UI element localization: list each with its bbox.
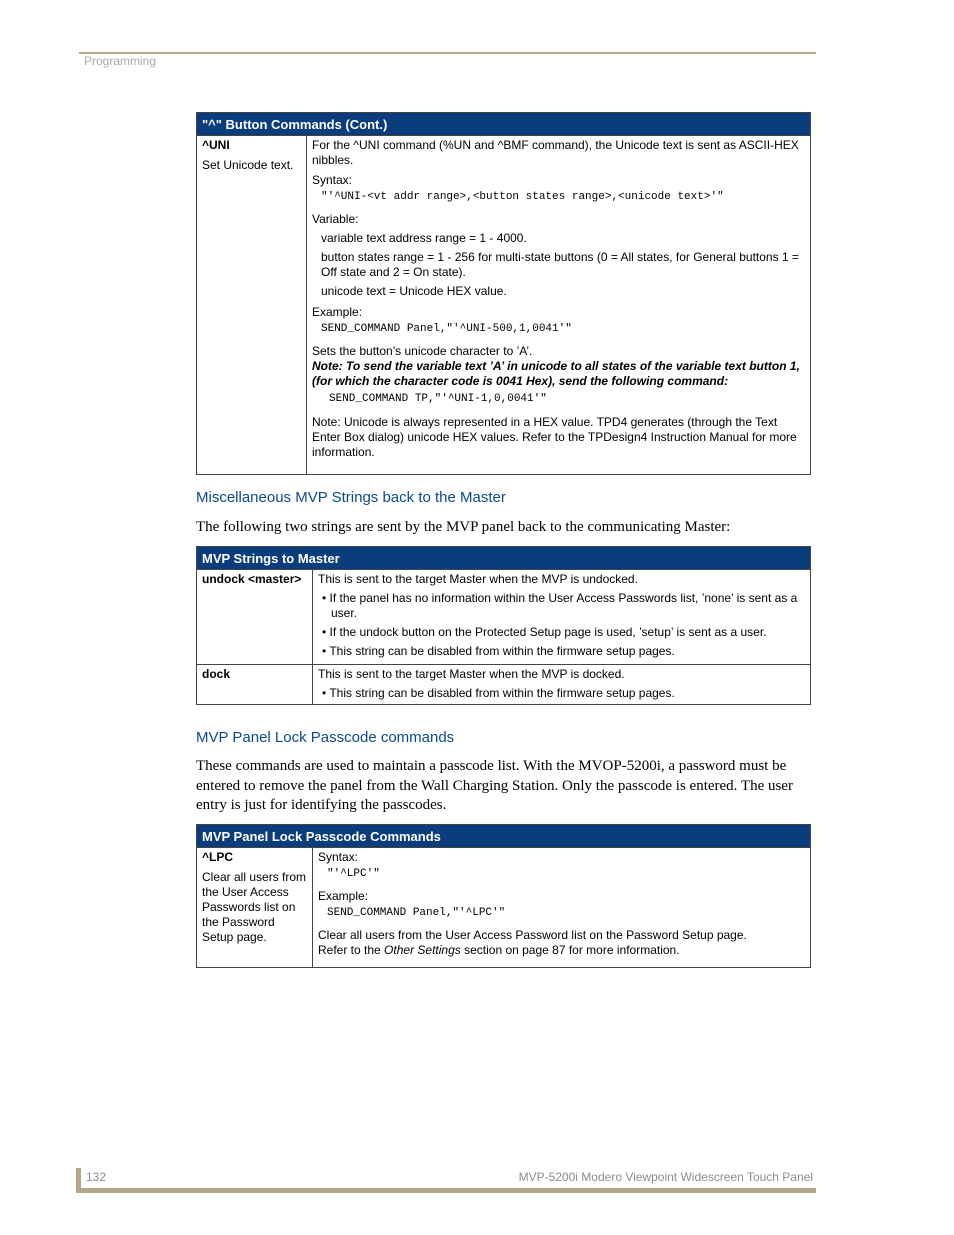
- intro-text: For the ^UNI command (%UN and ^BMF command), the Unicode text is sent as ASCII-HEX nibbles.: [312, 138, 799, 167]
- table-row: [197, 848, 811, 968]
- command-name: ^UNI: [202, 138, 230, 152]
- table-title: MVP Panel Lock Passcode Commands: [197, 825, 811, 848]
- command-name: ^LPC: [202, 850, 234, 864]
- running-head: Programming: [84, 54, 157, 68]
- table-row: [197, 570, 811, 665]
- body-paragraph: The following two strings are sent by the MVP panel back to the communicating Master:: [196, 519, 731, 535]
- row-desc: This is sent to the target Master when the MVP is undocked.: [318, 572, 638, 586]
- body-paragraph: These commands are used to maintain a passcode list. With the MVOP-5200i, a password must be entered to remove the panel from the Wall Charging Station. Only the passcode is entered. The user entry is just for identifying the passcodes.: [196, 758, 793, 813]
- variable-item: variable text address range = 1 - 4000.: [321, 231, 527, 245]
- refer-text: Refer to the Other Settings section on page 87 for more information.: [318, 943, 680, 957]
- mvp-strings-table: [196, 546, 811, 705]
- table-row: [197, 665, 811, 705]
- table-title: MVP Strings to Master: [197, 547, 811, 570]
- command-name: undock <master>: [202, 572, 302, 586]
- page-number: 132: [86, 1170, 107, 1184]
- bullet-item: • This string can be disabled from within the firmware setup pages.: [322, 644, 675, 658]
- command-name: dock: [202, 667, 231, 681]
- example-desc: Sets the button’s unicode character to ’A’.: [312, 344, 533, 358]
- row-desc: This is sent to the target Master when the MVP is docked.: [318, 667, 625, 681]
- syntax-label: Syntax:: [312, 173, 353, 187]
- note-text: Note: Unicode is always represented in a HEX value. TPD4 generates (through the Text Enter Box dialog) unicode HEX values. Refer to the TPDesign4 Instruction Manual for more information.: [312, 415, 797, 459]
- syntax-code: "'^UNI-<vt addr range>,<button states range>,<unicode text>'": [321, 191, 724, 203]
- command-desc: Set Unicode text.: [202, 158, 294, 172]
- section-reference: Other Settings: [384, 943, 461, 957]
- example-code: SEND_COMMAND TP,"'^UNI-1,0,0041'": [329, 393, 547, 405]
- section-heading: Miscellaneous MVP Strings back to the Master: [196, 489, 506, 506]
- syntax-code: "'^LPC'": [327, 868, 380, 880]
- bullet-item: • This string can be disabled from within the firmware setup pages.: [322, 686, 675, 700]
- section-heading: MVP Panel Lock Passcode commands: [196, 729, 455, 746]
- bullet-item: • If the panel has no information within the User Access Passwords list, ’none’ is sent as a user.: [322, 591, 798, 620]
- bullet-item: • If the undock button on the Protected Setup page is used, ’setup’ is sent as a user.: [322, 625, 767, 639]
- button-commands-table: [196, 112, 811, 475]
- variable-item: unicode text = Unicode HEX value.: [321, 284, 507, 298]
- variable-label: Variable:: [312, 212, 359, 226]
- example-code: SEND_COMMAND Panel,"'^LPC'": [327, 907, 506, 919]
- note-text: Note: To send the variable text ’A’ in unicode to all states of the variable text button 1, (for which the character code is 0041 Hex), send the following command:: [312, 359, 800, 388]
- clear-text: Clear all users from the User Access Password list on the Password Setup page.: [318, 928, 747, 942]
- header-rule: [79, 52, 816, 54]
- syntax-label: Syntax:: [318, 850, 359, 864]
- passcode-commands-table: [196, 824, 811, 968]
- command-desc: Clear all users from the User Access Passwords list on the Password Setup page.: [202, 870, 307, 944]
- example-code: SEND_COMMAND Panel,"'^UNI-500,1,0041'": [321, 323, 572, 335]
- table-row: [197, 136, 811, 475]
- variable-item: button states range = 1 - 256 for multi-state buttons (0 = All states, for General buttons 1 = Off state and 2 = On state).: [321, 250, 799, 279]
- table-title: "^" Button Commands (Cont.): [197, 113, 811, 136]
- footer-title: MVP-5200i Modero Viewpoint Widescreen Touch Panel: [518, 1170, 813, 1184]
- example-label: Example:: [312, 305, 363, 319]
- footer-bar: [79, 1188, 816, 1193]
- example-label: Example:: [318, 889, 369, 903]
